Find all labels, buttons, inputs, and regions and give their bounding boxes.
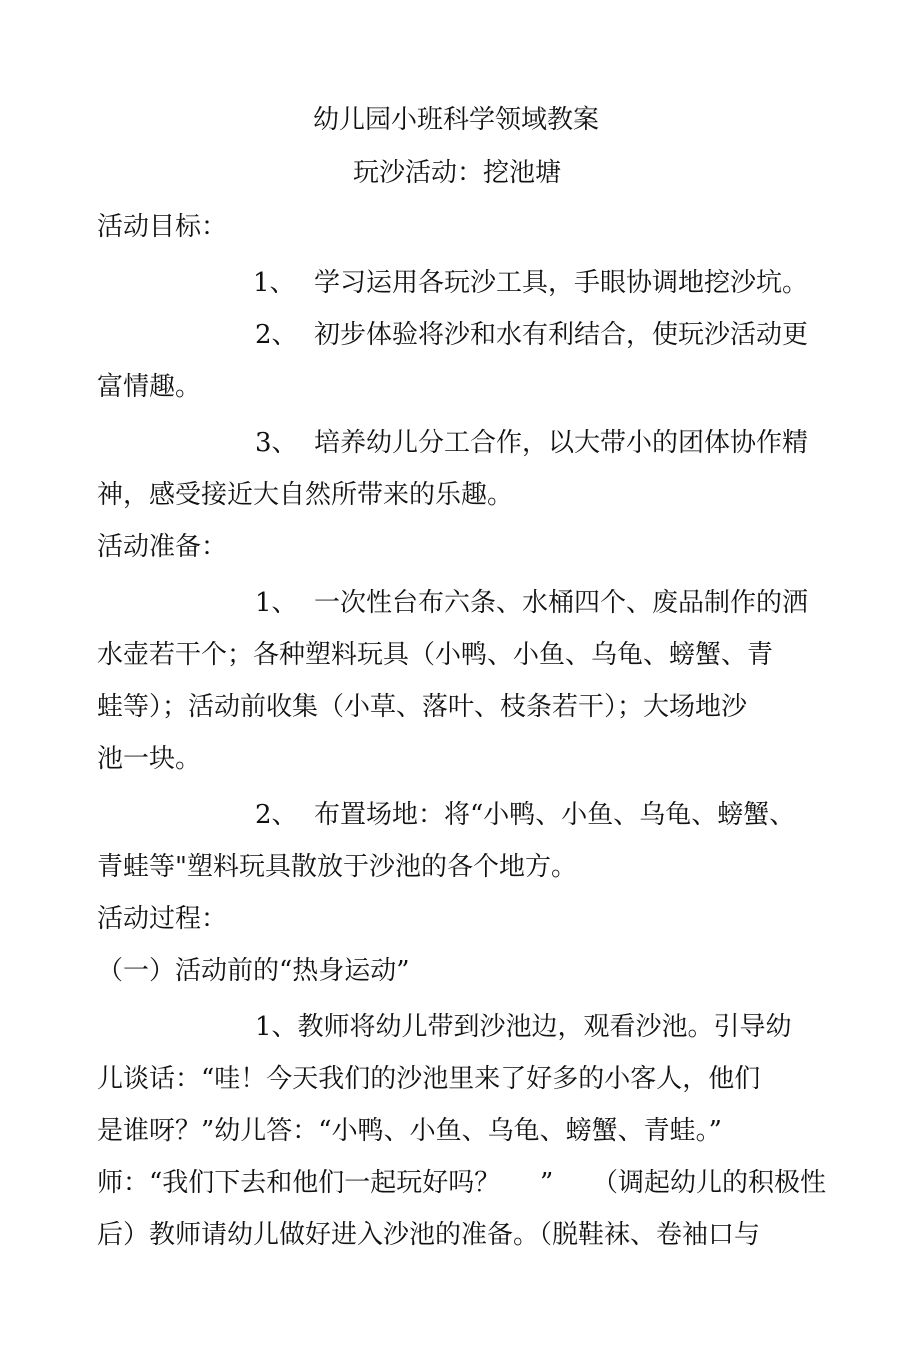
process-para-line-1: 1、教师将幼儿带到沙池边，观看沙池。引导幼	[255, 1012, 792, 1042]
process-para-line-4b: ”	[540, 1168, 554, 1198]
goal-item-1-text: 学习运用各玩沙工具，手眼协调地挖沙坑。	[314, 268, 809, 298]
document-subtitle: 玩沙活动：挖池塘	[353, 158, 562, 188]
prep-item-1-cont-1: 水壶若干个；各种塑料玩具（小鸭、小鱼、乌龟、螃蟹、青	[97, 640, 774, 670]
process-para-line-4a: 师：“我们下去和他们一起玩好吗？	[97, 1168, 501, 1198]
prep-heading: 活动准备：	[97, 532, 228, 562]
prep-item-2-text: 布置场地：将“小鸭、小鱼、乌龟、螃蟹、	[314, 800, 796, 830]
prep-item-2-cont: 青蛙等"塑料玩具散放于沙池的各个地方。	[97, 852, 577, 882]
process-para-line-3: 是谁呀？”幼儿答：“小鸭、小鱼、乌龟、螃蟹、青蛙。”	[97, 1116, 722, 1146]
goal-item-1-num: 1、	[253, 268, 296, 298]
goal-item-2-text: 初步体验将沙和水有利结合，使玩沙活动更	[314, 320, 809, 350]
process-subheading: （一）活动前的“热身运动”	[97, 956, 410, 986]
goal-item-3-cont: 神，感受接近大自然所带来的乐趣。	[97, 480, 514, 510]
goal-item-2-cont: 富情趣。	[97, 372, 202, 402]
prep-item-1-cont-3: 池一块。	[97, 744, 202, 774]
process-para-line-2: 儿谈话：“哇！今天我们的沙池里来了好多的小客人，他们	[97, 1064, 761, 1094]
goals-heading: 活动目标：	[97, 212, 228, 242]
prep-item-1-num: 1、	[255, 588, 298, 618]
process-para-line-4c: （调起幼儿的积极性	[592, 1168, 827, 1198]
prep-item-2-num: 2、	[255, 800, 298, 830]
process-para-line-5: 后）教师请幼儿做好进入沙池的准备。（脱鞋袜、卷袖口与	[97, 1220, 761, 1250]
document-title: 幼儿园小班科学领域教案	[313, 105, 600, 135]
goal-item-2-num: 2、	[255, 320, 298, 350]
prep-item-1-cont-2: 蛙等）；活动前收集（小草、落叶、枝条若干）；大场地沙	[97, 692, 748, 722]
goal-item-3-num: 3、	[255, 428, 298, 458]
goal-item-3-text: 培养幼儿分工合作，以大带小的团体协作精	[314, 428, 809, 458]
process-heading: 活动过程：	[97, 904, 228, 934]
prep-item-1-text: 一次性台布六条、水桶四个、废品制作的洒	[314, 588, 809, 618]
